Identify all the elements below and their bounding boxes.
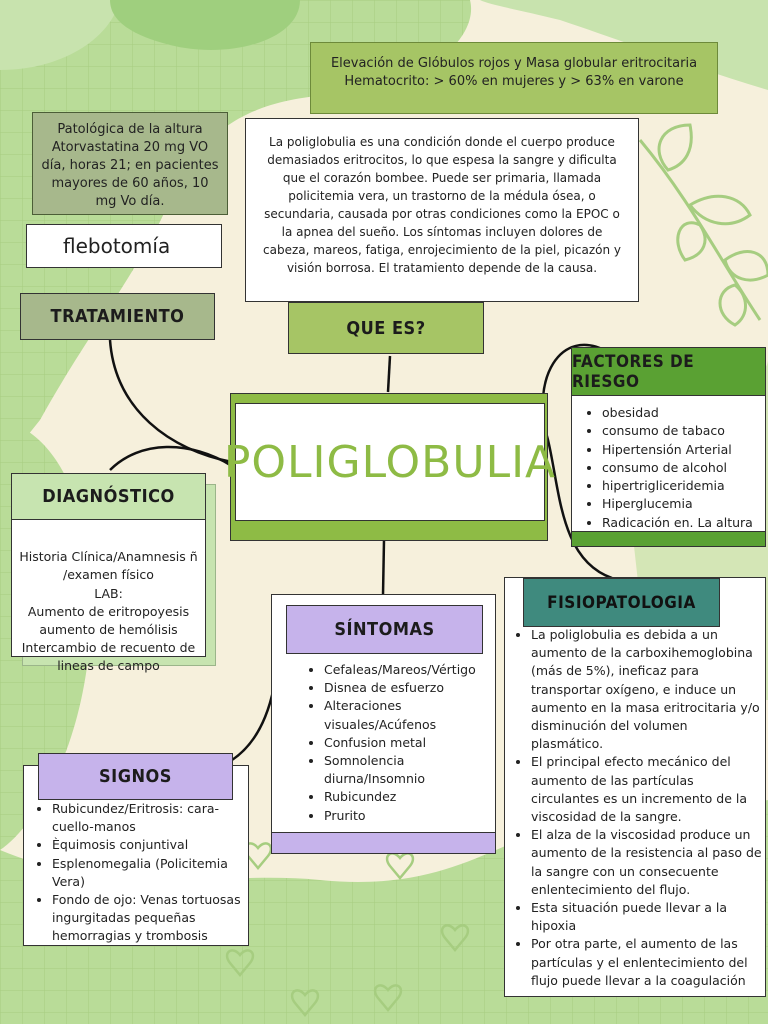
list-item: • El principal efecto mecánico del aumento de las partículas circulantes es un incremento de la viscosidad de la sangre. <box>531 753 763 826</box>
list-item: • Rubicundez <box>324 788 504 806</box>
factores-footer-bar <box>572 531 765 546</box>
tratamiento-label: TRATAMIENTO <box>50 306 185 327</box>
list-item: • hipertrigliceridemia <box>602 477 765 495</box>
list-item: • Prurito <box>324 807 504 825</box>
factores-panel <box>571 347 766 547</box>
diagnostico-heading-label: DIAGNÓSTICO <box>42 486 175 507</box>
hematocrito-box <box>310 42 718 114</box>
flebotomia-text: flebotomía <box>63 234 171 258</box>
diagnostico-text: Historia Clínica/Anamnesis ñ /examen físico LAB: Aumento de eritropoyesis aumento de hemólisis Intercambio de recuento de lineas de campo <box>19 549 198 674</box>
list-item: • Somnolencia diurna/Insomnio <box>324 752 504 788</box>
factores-heading-label: FACTORES DE RIESGO <box>572 351 695 392</box>
signos-heading-label: SIGNOS <box>99 766 172 787</box>
list-item: • obesidad <box>602 404 765 422</box>
sintomas-heading-label: SÍNTOMAS <box>334 619 435 640</box>
connector-sintomas <box>383 540 384 595</box>
diagnostico-body <box>11 519 206 674</box>
tratamiento-heading <box>20 293 215 340</box>
sintomas-heading <box>286 605 483 654</box>
list-item: • consumo de tabaco <box>602 422 765 440</box>
list-item: • Fondo de ojo: Venas tortuosas ingurgitadas pequeñas hemorragias y trombosis <box>52 891 248 946</box>
patologica-box <box>32 112 228 215</box>
definition-text: La poliglobulia es una condición donde el cuerpo produce demasiados eritrocitos, lo que espesa la sangre y dificulta que el corazón bombee. Puede ser primaria, llamada policitemia vera, un trastorno de la médula ósea, o secundaria, causada por otras condiciones como la EPOC o la apnea del sueño. Los síntomas incluyen dolores de cabeza, mareos, fatiga, enrojecimiento de la piel, picazón y visión borrosa. El tratamiento depende de la causa. <box>263 135 621 275</box>
fisiopatologia-list <box>513 626 763 990</box>
hematocrito-line2: Hematocrito: > 60% en mujeres y > 63% en varone <box>344 74 684 89</box>
list-item: • Èquimosis conjuntival <box>52 836 248 854</box>
sintomas-panel <box>271 594 496 854</box>
list-item: • Hipertensión Arterial <box>602 441 765 459</box>
list-item: • El alza de la viscosidad produce un aumento de la resistencia al paso de la sangre con un consecuente enlentecimiento del flujo. <box>531 826 763 899</box>
list-item: • Disnea de esfuerzo <box>324 679 504 697</box>
fisiopatologia-panel <box>504 577 766 997</box>
diagnostico-heading <box>11 473 206 520</box>
list-item: • Esplenomegalia (Policitemia Vera) <box>52 855 248 891</box>
signos-heading <box>38 753 233 800</box>
title-box <box>223 403 557 521</box>
definition-box <box>245 118 639 302</box>
sintomas-list <box>306 661 504 825</box>
factores-heading <box>572 348 765 396</box>
page-title: POLIGLOBULIA <box>223 436 557 488</box>
signos-list <box>34 800 248 946</box>
que-es-heading <box>288 302 484 354</box>
que-es-label: QUE ES? <box>346 317 426 339</box>
list-item: • Hiperglucemia <box>602 495 765 513</box>
list-item: • Por otra parte, el aumento de las partículas y el enlentecimiento del flujo puede llevar a la coagulación <box>531 935 763 990</box>
patologica-text: Patológica de la altura Atorvastatina 20 mg VO día, horas 21; en pacientes mayores de 60 años, 10 mg Vo día. <box>41 122 219 209</box>
list-item: • Radicación en. La altura <box>602 514 765 532</box>
factores-list <box>572 404 765 532</box>
list-item: • La poliglobulia es debida a un aumento de la carboxihemoglobina (más de 5%), ineficaz para transportar oxígeno, e induce un aumento en la masa eritrocitaria y/o disminución del volumen plasmático. <box>531 626 763 753</box>
list-item: • consumo de alcohol <box>602 459 765 477</box>
list-item: • Confusion metal <box>324 734 504 752</box>
fisiopatologia-heading-label: FISIOPATOLOGIA <box>547 592 696 613</box>
list-item: • Esta situación puede llevar a la hipoxia <box>531 899 763 935</box>
fisiopatologia-heading <box>523 578 720 627</box>
list-item: • Cefaleas/Mareos/Vértigo <box>324 661 504 679</box>
hematocrito-line1: Elevación de Glóbulos rojos y Masa globular eritrocitaria <box>330 56 698 71</box>
list-item: • Alteraciones visuales/Acúfenos <box>324 697 504 733</box>
list-item: • Rubicundez/Eritrosis: cara-cuello-manos <box>52 800 248 836</box>
sintomas-footer-bar <box>272 832 495 853</box>
flebotomia-box <box>26 224 222 268</box>
